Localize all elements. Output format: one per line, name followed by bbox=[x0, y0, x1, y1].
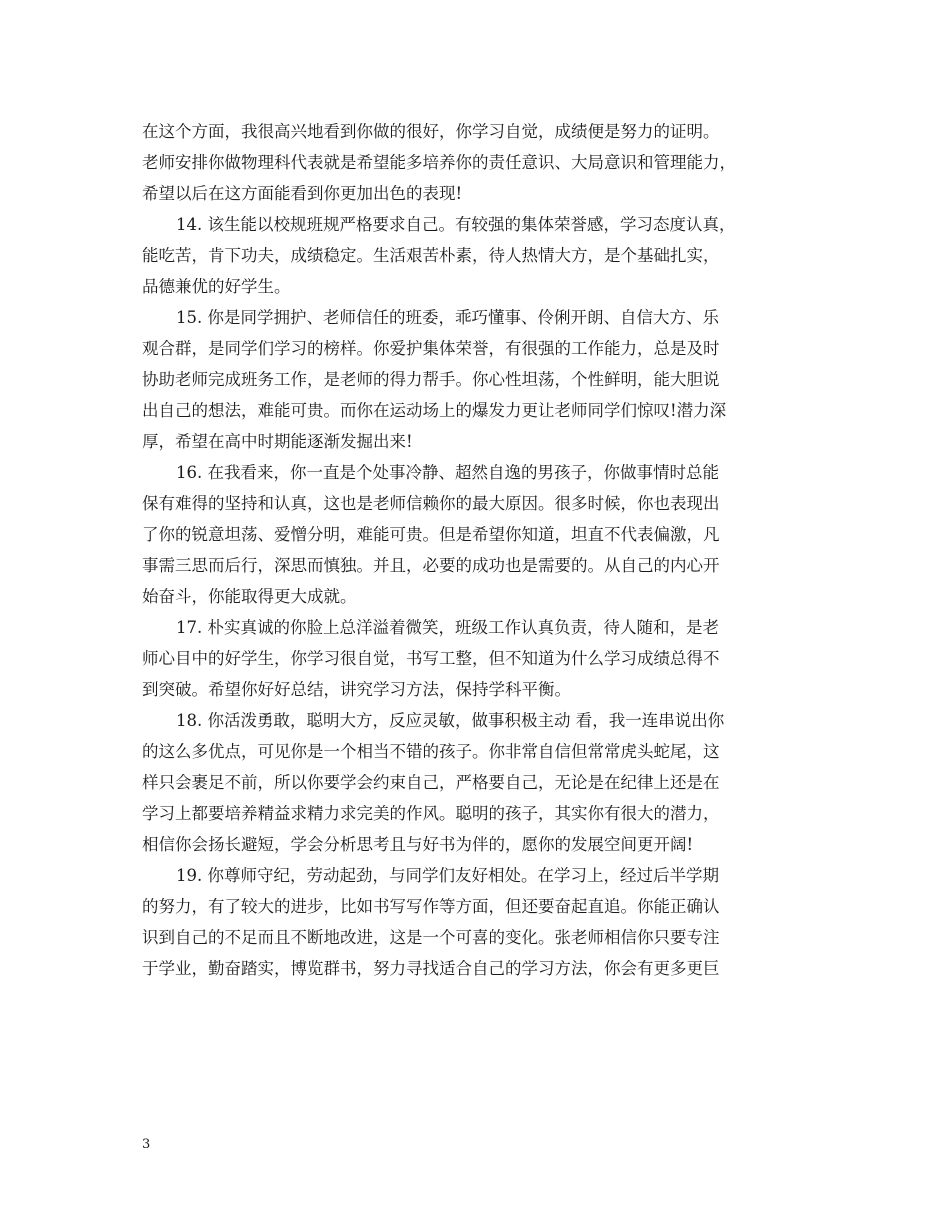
paragraph-19-line: 19. 你尊师守纪，劳动起劲，与同学们友好相处。在学习上，经过后半学期 bbox=[176, 866, 719, 885]
paragraph-18-line: 18. 你活泼勇敢，聪明大方，反应灵敏，做事积极主动 看，我一连串说出你 bbox=[176, 711, 725, 730]
text-line: 事需三思而后行，深思而慎独。并且，必要的成功也是需要的。从自己的内心开 bbox=[142, 556, 720, 575]
paragraph-17-line: 17. 朴实真诚的你脸上总洋溢着微笑，班级工作认真负责，待人随和，是老 bbox=[176, 618, 719, 637]
paragraph-15-line: 15. 你是同学拥护、老师信任的班委，乖巧懂事、伶俐开朗、自信大方、乐 bbox=[176, 308, 719, 327]
text-line: 保有难得的坚持和认真，这也是老师信赖你的最大原因。很多时候，你也表现出 bbox=[142, 494, 720, 513]
text-line: 的这么多优点，可见你是一个相当不错的孩子。你非常自信但常常虎头蛇尾，这 bbox=[142, 742, 720, 761]
text-line: 在这个方面，我很高兴地看到你做的很好，你学习自觉，成绩便是努力的证明。 bbox=[142, 122, 720, 141]
text-line: 观合群，是同学们学习的榜样。你爱护集体荣誉，有很强的工作能力，总是及时 bbox=[142, 339, 720, 358]
text-line: 相信你会扬长避短，学会分析思考且与好书为伴的，愿你的发展空间更开阔! bbox=[142, 835, 694, 854]
text-line: 师心目中的好学生，你学习很自觉，书写工整，但不知道为什么学习成绩总得不 bbox=[142, 649, 720, 668]
text-line: 了你的锐意坦荡、爱憎分明，难能可贵。但是希望你知道，坦直不代表偏激，凡 bbox=[142, 525, 720, 544]
page-body bbox=[142, 116, 822, 984]
text-line: 协助老师完成班务工作，是老师的得力帮手。你心性坦荡，个性鲜明，能大胆说 bbox=[142, 370, 720, 389]
text-line: 识到自己的不足而且不断地改进，这是一个可喜的变化。张老师相信你只要专注 bbox=[142, 928, 720, 947]
paragraph-16-line: 16. 在我看来，你一直是个处事冷静、超然自逸的男孩子，你做事情时总能 bbox=[176, 463, 719, 482]
text-line: 样只会裹足不前，所以你要学会约束自己，严格要自己，无论是在纪律上还是在 bbox=[142, 773, 720, 792]
paragraph-14-line: 14. 该生能以校规班规严格要求自己。有较强的集体荣誉感，学习态度认真， bbox=[176, 215, 736, 234]
text-line: 能吃苦，肯下功夫，成绩稳定。生活艰苦朴素，待人热情大方，是个基础扎实， bbox=[142, 246, 720, 265]
text-line: 品德兼优的好学生。 bbox=[142, 277, 291, 296]
text-line: 老师安排你做物理科代表就是希望能多培养你的责任意识、大局意识和管理能力， bbox=[142, 153, 736, 172]
page-number: 3 bbox=[142, 1137, 151, 1152]
text-line: 希望以后在这方面能看到你更加出色的表现! bbox=[142, 184, 463, 203]
text-line: 于学业，勤奋踏实，博览群书，努力寻找适合自己的学习方法，你会有更多更巨 bbox=[142, 959, 720, 978]
text-line: 出自己的想法，难能可贵。而你在运动场上的爆发力更让老师同学们惊叹!潜力深 bbox=[142, 401, 727, 420]
text-line: 到突破。希望你好好总结，讲究学习方法，保持学科平衡。 bbox=[142, 680, 571, 699]
text-line: 的努力，有了较大的进步，比如书写写作等方面，但还要奋起直追。你能正确认 bbox=[142, 897, 720, 916]
text-line: 学习上都要培养精益求精力求完美的作风。聪明的孩子，其实你有很大的潜力， bbox=[142, 804, 720, 823]
text-line: 始奋斗，你能取得更大成就。 bbox=[142, 587, 357, 606]
text-line: 厚，希望在高中时期能逐渐发掘出来! bbox=[142, 432, 413, 451]
